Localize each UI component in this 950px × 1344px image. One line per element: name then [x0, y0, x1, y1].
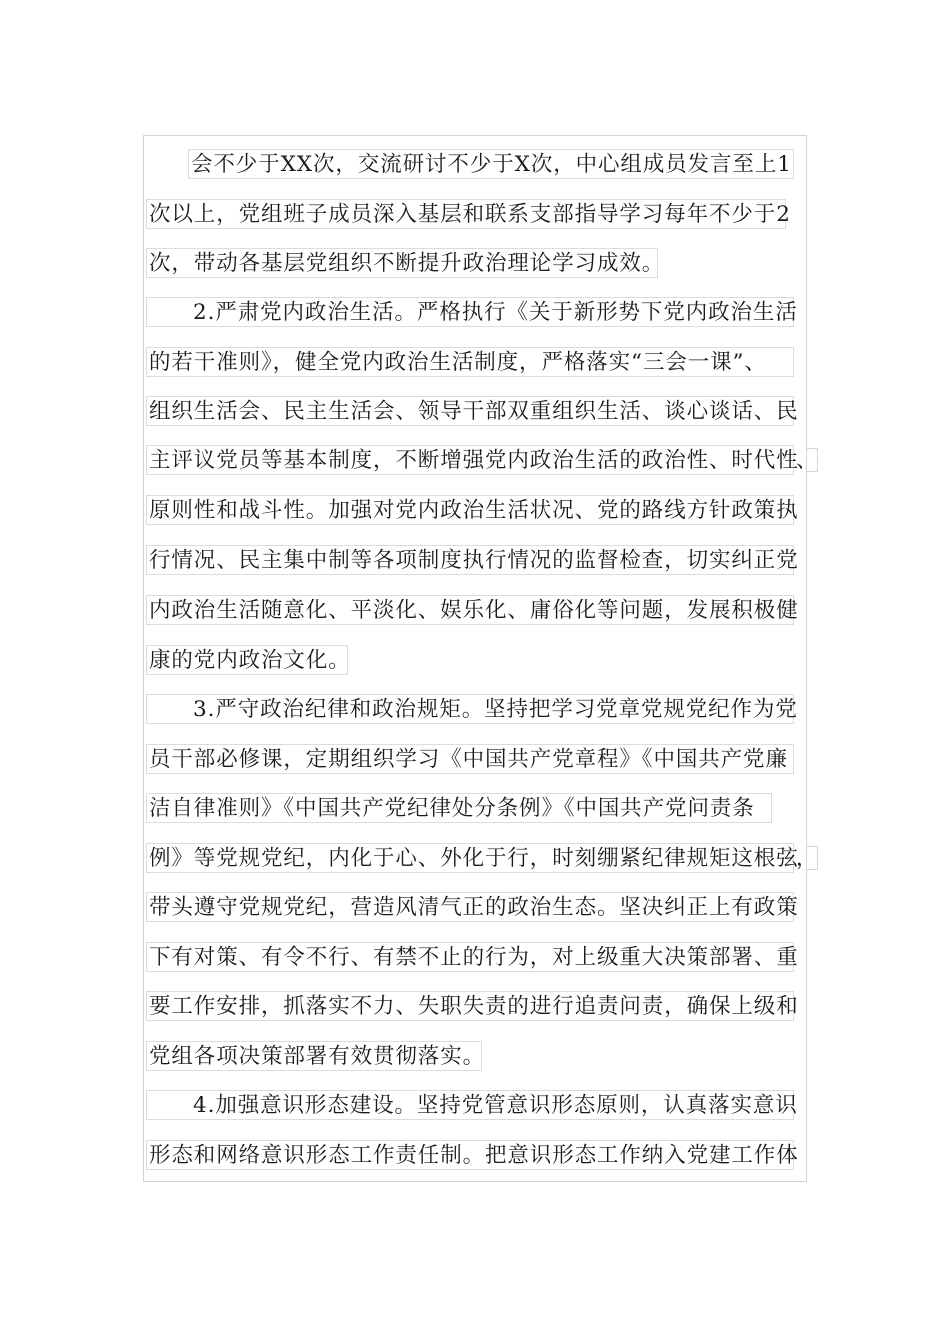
text-line: 要工作安排，抓落实不力、失职失责的进行追责问责，确保上级和 — [146, 991, 794, 1021]
text-line: 3.严守政治纪律和政治规矩。坚持把学习党章党规党纪作为党 — [146, 694, 794, 724]
text-line: 的若干准则》，健全党内政治生活制度，严格落实“三会一课”、 — [146, 347, 794, 377]
text-line: 党组各项决策部署有效贯彻落实。 — [146, 1041, 482, 1071]
text-line: 组织生活会、民主生活会、领导干部双重组织生活、谈心谈话、民 — [146, 396, 794, 426]
text-line: 内政治生活随意化、平淡化、娱乐化、庸俗化等问题，发展积极健 — [146, 595, 794, 625]
text-line: 员干部必修课，定期组织学习《中国共产党章程》《中国共产党廉 — [146, 744, 794, 774]
text-line: 康的党内政治文化。 — [146, 645, 348, 675]
overflow-punctuation: 、 — [796, 448, 817, 472]
text-line: 次以上，党组班子成员深入基层和联系支部指导学习每年不少于2 — [146, 199, 786, 229]
text-line: 2.严肃党内政治生活。严格执行《关于新形势下党内政治生活 — [146, 297, 794, 327]
text-line: 会不少于XX次，交流研讨不少于X次，中心组成员发言至上1 — [188, 149, 794, 179]
text-line: 带头遵守党规党纪，营造风清气正的政治生态。坚决纠正上有政策 — [146, 892, 794, 922]
text-line: 下有对策、有令不行、有禁不止的行为，对上级重大决策部署、重 — [146, 942, 794, 972]
text-line: 形态和网络意识形态工作责任制。把意识形态工作纳入党建工作体 — [146, 1140, 794, 1170]
text-line: 行情况、民主集中制等各项制度执行情况的监督检查，切实纠正党 — [146, 545, 794, 575]
text-line: 主评议党员等基本制度，不断增强党内政治生活的政治性、时代性 — [146, 445, 794, 475]
text-line: 洁自律准则》《中国共产党纪律处分条例》《中国共产党问责条 — [146, 793, 772, 823]
text-line: 例》等党规党纪，内化于心、外化于行，时刻绷紧纪律规矩这根弦 — [146, 843, 794, 873]
text-line: 4.加强意识形态建设。坚持党管意识形态原则，认真落实意识 — [146, 1090, 794, 1120]
text-line: 次，带动各基层党组织不断提升政治理论学习成效。 — [146, 248, 658, 278]
overflow-punctuation: ， — [796, 846, 817, 870]
text-line: 原则性和战斗性。加强对党内政治生活状况、党的路线方针政策执 — [146, 495, 794, 525]
